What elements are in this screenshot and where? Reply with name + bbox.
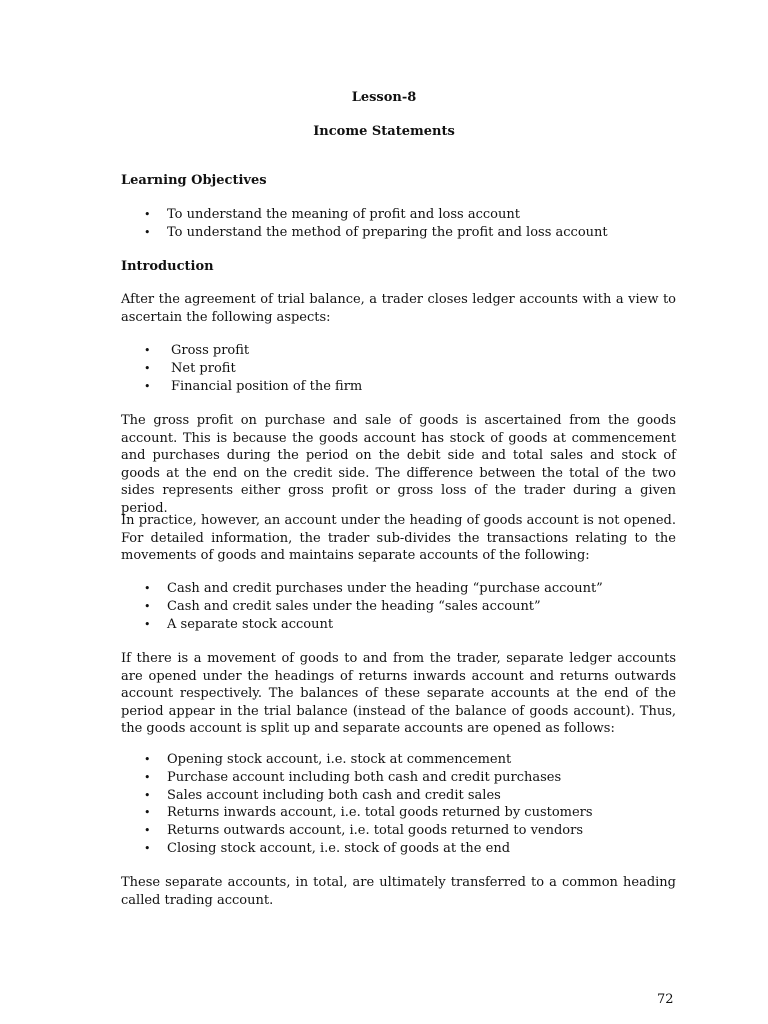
page-number: 72 bbox=[657, 992, 674, 1007]
list-item-text: Net profit bbox=[171, 360, 236, 376]
list-item bbox=[144, 769, 593, 787]
bullet-icon: • bbox=[144, 824, 151, 838]
list-item-text: Financial position of the firm bbox=[171, 378, 363, 394]
intro-paragraph-5: These separate accounts, in total, are ultimately transferred to a common heading called trading account. bbox=[121, 875, 676, 908]
list-item bbox=[144, 822, 593, 840]
list-item-text: Cash and credit sales under the heading “sales account” bbox=[167, 598, 541, 614]
bullet-icon: • bbox=[144, 582, 151, 595]
list-item bbox=[144, 616, 603, 634]
split-accounts-list bbox=[144, 751, 593, 858]
bullet-icon: • bbox=[144, 344, 151, 357]
bullet-icon: • bbox=[144, 379, 151, 393]
aspects-list bbox=[144, 342, 363, 395]
chapter-title: Income Statements bbox=[313, 124, 455, 139]
lesson-title: Lesson-8 bbox=[351, 90, 417, 105]
bullet-icon: • bbox=[144, 599, 151, 613]
bullet-icon: • bbox=[144, 753, 151, 766]
list-item bbox=[144, 224, 608, 242]
bullet-icon: • bbox=[144, 361, 151, 375]
list-item-text: Cash and credit purchases under the heading “purchase account” bbox=[167, 581, 603, 596]
bullet-icon: • bbox=[144, 770, 151, 784]
bullet-icon: • bbox=[144, 806, 151, 820]
list-item bbox=[144, 378, 363, 396]
list-item bbox=[144, 751, 593, 769]
bullet-icon: • bbox=[144, 617, 151, 631]
introduction-heading: Introduction bbox=[121, 259, 214, 274]
list-item bbox=[144, 360, 362, 378]
bullet-icon: • bbox=[144, 225, 151, 239]
intro-paragraph-2: The gross profit on purchase and sale of goods is ascertained from the goods account. This is because the goods account has stock of goods at commencement and purchases during the period on the debit side and total sales and stock of goods at the end on the credit side. The difference between the total of the two sides represents either gross profit or gross loss of the trader during a given period. bbox=[121, 413, 676, 516]
list-item-text: Gross profit bbox=[171, 343, 250, 358]
learning-objectives-list bbox=[144, 206, 608, 242]
intro-paragraph-4: If there is a movement of goods to and from the trader, separate ledger accounts are opened under the headings of returns inwards account and returns outwards account respectively. The balances of these separate accounts at the end of the period appear in the trial balance (instead of the balance of goods account). Thus, the goods account is split up and separate accounts are opened as follows: bbox=[121, 651, 676, 736]
list-item-text: Sales account including both cash and credit sales bbox=[167, 787, 501, 803]
bullet-icon: • bbox=[144, 841, 151, 855]
list-item-text: Closing stock account, i.e. stock of goods at the end bbox=[167, 840, 511, 856]
list-item-text: Opening stock account, i.e. stock at commencement bbox=[167, 752, 512, 767]
bullet-icon: • bbox=[144, 788, 151, 802]
list-item bbox=[144, 342, 362, 360]
list-item bbox=[144, 787, 593, 805]
list-item bbox=[144, 598, 603, 616]
separate-accounts-list bbox=[144, 580, 603, 633]
bullet-icon: • bbox=[144, 208, 151, 221]
intro-paragraph-1: After the agreement of trial balance, a trader closes ledger accounts with a view to ascertain the following aspects: bbox=[121, 292, 676, 325]
list-item bbox=[144, 840, 593, 858]
list-item-text: A separate stock account bbox=[167, 616, 334, 632]
list-item-text: To understand the meaning of profit and loss account bbox=[167, 207, 520, 222]
list-item-text: Returns inwards account, i.e. total goods returned by customers bbox=[167, 805, 593, 821]
intro-paragraph-3: In practice, however, an account under the heading of goods account is not opened. For detailed information, the trader sub-divides the transactions relating to the movements of goods and maintains separate accounts of the following: bbox=[121, 513, 676, 563]
list-item-text: Returns outwards account, i.e. total goods returned to vendors bbox=[167, 823, 584, 839]
list-item-text: Purchase account including both cash and credit purchases bbox=[167, 769, 562, 785]
list-item bbox=[144, 206, 608, 224]
list-item-text: To understand the method of preparing the profit and loss account bbox=[167, 224, 608, 240]
list-item bbox=[144, 580, 603, 598]
list-item bbox=[144, 804, 593, 822]
learning-objectives-heading: Learning Objectives bbox=[121, 173, 267, 188]
